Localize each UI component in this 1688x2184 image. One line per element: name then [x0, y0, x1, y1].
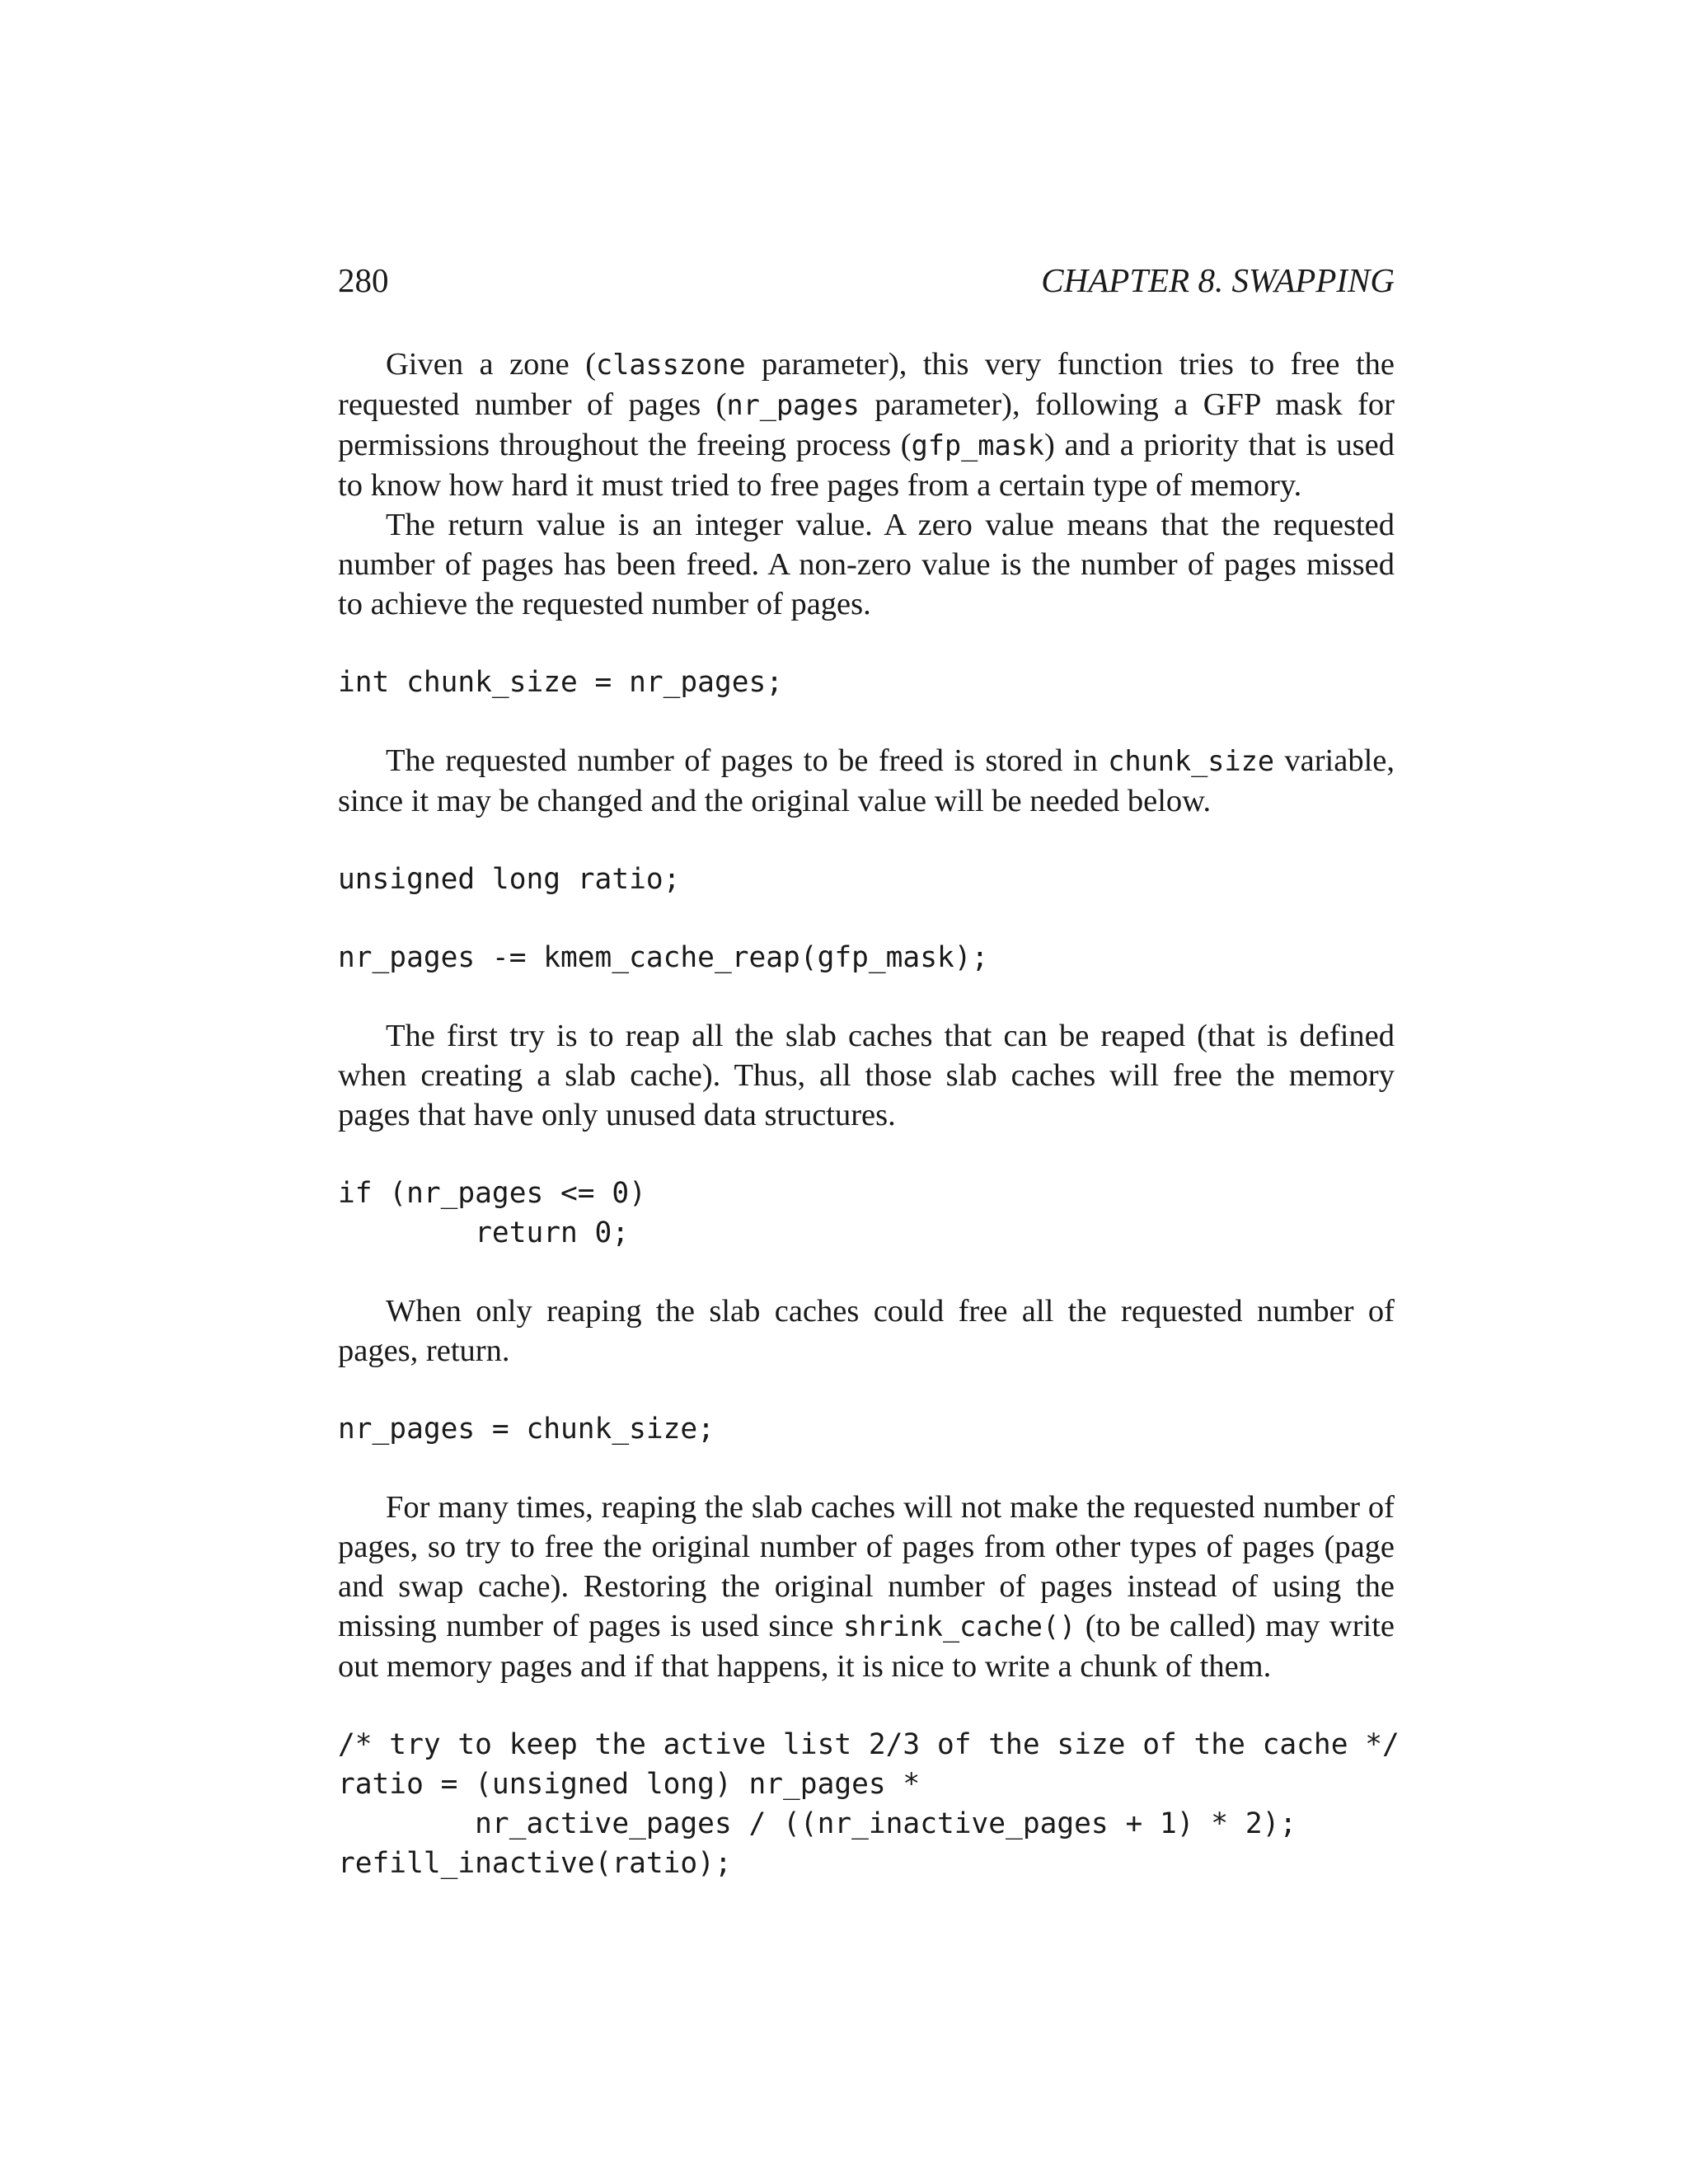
text-run: variable, since it may be changed and the original value will be needed below.: [338, 743, 1395, 818]
paragraph-slab-reap: The first try is to reap all the slab caches that can be reaped (that is defined when creating a slab cache). Thus, all those slab caches will free the memory pages that have only unused data structures.: [338, 1019, 1395, 1132]
paragraph-chunk-size: [338, 741, 1395, 821]
text-run: The requested number of pages to be freed is stored in: [386, 743, 1109, 778]
inline-code: gfp_mask: [911, 429, 1044, 462]
paragraph-restore-explanation: [338, 1488, 1395, 1686]
text-run: parameter), following a GFP mask for permissions throughout the freeing process (: [338, 387, 1395, 462]
inline-code: nr_pages: [726, 389, 860, 421]
paragraph-return-condition: When only reaping the slab caches could free all the requested number of pages, return.: [338, 1294, 1395, 1368]
inline-code: classzone: [596, 349, 746, 381]
code-block-chunk-size: int chunk_size = nr_pages;: [338, 666, 784, 699]
text-run: Given a zone (: [386, 347, 597, 382]
text-run: For many times, reaping the slab caches will not make the requested number of pages, so try to free the original number of pages from other types of pages (page and swap cache). Restoring the original number of pages instead of using the missing number of pages is used since: [338, 1490, 1395, 1643]
text-run: ) and a priority that is used to know how hard it must tried to free pages from a certain type of memory.: [338, 428, 1395, 503]
code-block-ratio-declaration: unsigned long ratio;: [338, 863, 681, 896]
document-page: [338, 0, 1400, 2184]
code-block-cache-reap: nr_pages -= kmem_cache_reap(gfp_mask);: [338, 941, 989, 974]
page-number: 280: [338, 261, 389, 299]
text-run: parameter), this very function tries to free the requested number of pages (: [338, 347, 1395, 422]
inline-code: chunk_size: [1108, 745, 1274, 777]
code-block-refill-inactive: /* try to keep the active list 2/3 of the size of the cache */ ratio = (unsigned long) nr_pages * nr_active_pages / ((nr_inactive_pages + 1) * 2); refill_inactive(ratio);: [338, 1728, 1400, 1880]
paragraph-return-value: The return value is an integer value. A zero value means that the requested number of pages has been freed. A non-zero value is the number of pages missed to achieve the requested number of pages.: [338, 508, 1395, 621]
inline-code: shrink_cache(): [842, 1610, 1076, 1643]
body-text: [338, 344, 1400, 1883]
text-run: (to be called) may write out memory pages and if that happens, it is nice to write a chunk of them.: [338, 1609, 1395, 1684]
paragraph-function-description: [338, 344, 1395, 505]
running-header: [338, 257, 1395, 303]
code-block-early-return: if (nr_pages <= 0) return 0;: [338, 1177, 646, 1249]
chapter-title: CHAPTER 8. SWAPPING: [1041, 261, 1395, 299]
code-block-restore-pages: nr_pages = chunk_size;: [338, 1413, 715, 1446]
